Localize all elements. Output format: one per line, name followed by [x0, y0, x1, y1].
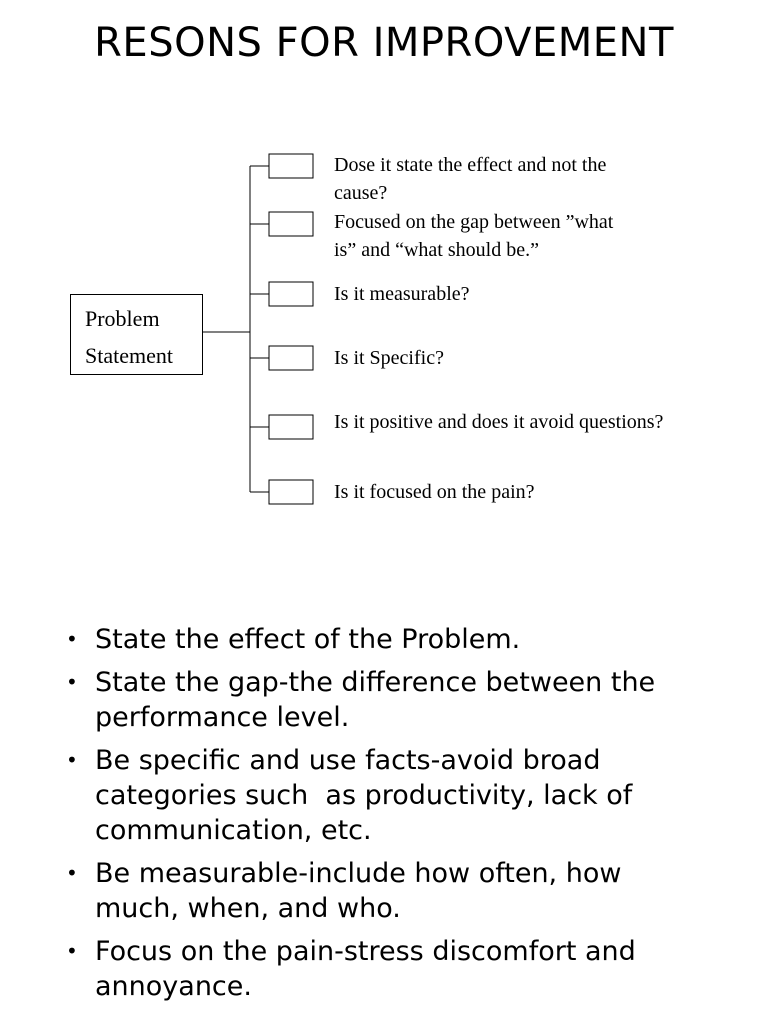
bullet-dot: •	[66, 861, 78, 885]
branch-2	[250, 212, 313, 236]
page-title: RESONS FOR IMPROVEMENT	[94, 20, 674, 66]
bullet-5-line-1: Focus on the pain-stress discomfort and	[95, 936, 636, 967]
bullet-5-line-2: annoyance.	[95, 971, 252, 1002]
bullet-dot: •	[66, 748, 78, 772]
branch-5	[250, 415, 313, 439]
bullet-3-line-1: Be specific and use facts-avoid broad	[95, 745, 601, 776]
bullet-item-1	[60, 622, 750, 657]
criterion-5-line-1: Is it positive and does it avoid questions?	[334, 411, 664, 433]
criterion-3	[334, 280, 470, 308]
criterion-1-line-1: Dose it state the effect and not the	[334, 154, 607, 176]
problem-statement-box	[70, 294, 203, 375]
criterion-5	[334, 408, 663, 436]
bullet-3-line-2: categories such as productivity, lack of	[95, 780, 633, 811]
bullet-4-line-1: Be measurable-include how often, how	[95, 858, 622, 889]
bullet-dot: •	[66, 627, 78, 651]
branch-6	[250, 480, 313, 504]
bullet-item-3	[60, 743, 750, 848]
criterion-4-line-1: Is it Specific?	[334, 347, 444, 369]
bullet-3-line-3: communication, etc.	[95, 815, 372, 846]
bullet-item-4	[60, 856, 750, 926]
branch-1	[250, 154, 313, 178]
bullet-4-line-2: much, when, and who.	[95, 893, 401, 924]
bullet-list	[60, 622, 750, 1012]
problem-box-line-2: Statement	[85, 343, 173, 368]
criterion-3-line-1: Is it measurable?	[334, 283, 470, 305]
bullet-dot: •	[66, 670, 78, 694]
problem-box-line-1: Problem	[85, 306, 160, 331]
criterion-6	[334, 478, 535, 506]
branch-4	[250, 346, 313, 370]
criterion-2	[334, 208, 613, 264]
bullet-2-line-1: State the gap-the difference between the	[95, 667, 656, 698]
criterion-1	[334, 151, 606, 207]
bullet-item-5	[60, 934, 750, 1004]
bullet-2-line-2: performance level.	[95, 702, 350, 733]
criterion-2-line-2: is” and “what should be.”	[334, 239, 539, 261]
criterion-2-line-1: Focused on the gap between ”what	[334, 211, 614, 233]
branch-3	[250, 282, 313, 306]
criterion-1-line-2: cause?	[334, 182, 388, 204]
criterion-6-line-1: Is it focused on the pain?	[334, 481, 535, 503]
bullet-item-2	[60, 665, 750, 735]
criterion-4	[334, 344, 444, 372]
bullet-1-line-1: State the effect of the Problem.	[95, 624, 521, 655]
bullet-dot: •	[66, 939, 78, 963]
